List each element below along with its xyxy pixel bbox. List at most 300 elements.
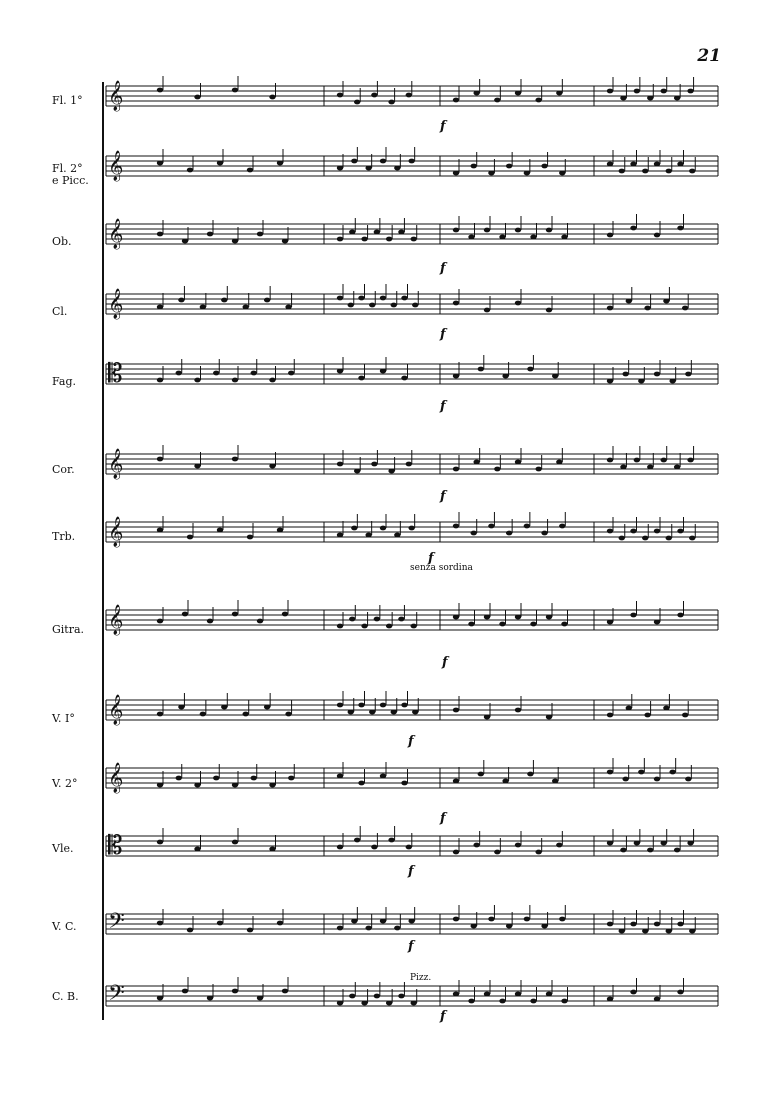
note-head [374,994,380,999]
note-head [411,237,417,242]
label-trb: Trb. [52,530,76,543]
note-head [337,926,343,931]
note-head [380,774,386,779]
note-head [484,228,490,233]
note-head [515,301,521,306]
note-head [406,462,412,467]
note-head [556,91,562,96]
label-vc: V. C. [52,920,77,933]
note-head [411,1001,417,1006]
note-head [288,776,294,781]
note-head [243,305,249,310]
note-head [663,706,669,711]
note-head [337,462,343,467]
note-head [401,296,407,301]
note-head [337,845,343,850]
note-head [365,533,371,538]
note-head [561,235,567,240]
note-head [358,296,364,301]
note-head [685,777,691,782]
note-head [488,171,494,176]
note-head [232,989,238,994]
note-head [642,169,648,174]
note-head [626,706,632,711]
label-cb: C. B. [52,990,79,1003]
note-head [194,783,200,788]
label-fag: Fag. [52,375,76,388]
note-head [607,713,613,718]
note-head [546,308,552,313]
note-head [358,703,364,708]
note-head [524,171,530,176]
note-head [200,305,206,310]
note-head [677,613,683,618]
note-head [630,162,636,167]
note-head [515,708,521,713]
note-head [157,619,163,624]
note-head [380,296,386,301]
note-head [232,840,238,845]
note-head [394,166,400,171]
note-head [182,612,188,617]
note-head [685,372,691,377]
note-head [541,531,547,536]
note-head [371,845,377,850]
note-head [398,617,404,622]
note-head [687,89,693,94]
note-head [607,379,613,384]
note-head [388,100,394,105]
note-head [494,467,500,472]
note-head [687,458,693,463]
note-head [654,620,660,625]
note-head [282,239,288,244]
note-head [674,848,680,853]
note-head [677,922,683,927]
note-head [361,624,367,629]
note-head [546,715,552,720]
note-head [269,847,275,852]
note-head [484,308,490,313]
note-head [453,301,459,306]
note-head [386,237,392,242]
note-head [666,536,672,541]
note-head [515,843,521,848]
note-head [620,465,626,470]
note-head [654,777,660,782]
note-head [401,781,407,786]
note-head [394,533,400,538]
note-head [453,615,459,620]
note-head [391,710,397,715]
note-head [654,922,660,927]
note-head [406,845,412,850]
note-head [499,622,505,627]
note-head [619,169,625,174]
staff [106,214,718,250]
note-head [178,298,184,303]
note-head [515,460,521,465]
note-head [194,378,200,383]
note-head [257,996,263,1001]
dynamic-f-trb: f [428,551,434,566]
note-head [638,770,644,775]
clef-icon: 𝄢 [108,909,125,939]
note-head [157,232,163,237]
staff [106,147,718,182]
note-head [187,535,193,540]
note-head [453,779,459,784]
note-head [494,98,500,103]
note-head [607,922,613,927]
note-head [607,89,613,94]
note-head [620,96,626,101]
note-head [530,999,536,1004]
note-head [654,372,660,377]
note-head [607,458,613,463]
note-head [351,159,357,164]
note-head [207,619,213,624]
note-head [453,917,459,922]
staff [106,445,718,480]
note-head [494,850,500,855]
note-head [406,93,412,98]
note-head [453,228,459,233]
note-head [412,303,418,308]
note-head [194,847,200,852]
note-head [515,992,521,997]
note-head [552,374,558,379]
note-head [654,233,660,238]
note-head [642,929,648,934]
note-head [157,457,163,462]
note-head [337,703,343,708]
staff [106,826,718,861]
label-fl1: Fl. 1° [52,94,83,107]
note-head [194,95,200,100]
note-head [369,710,375,715]
note-head [371,93,377,98]
note-head [361,237,367,242]
note-head [484,715,490,720]
note-head [194,464,200,469]
note-head [348,710,354,715]
note-head [412,710,418,715]
note-head [277,161,283,166]
note-head [677,990,683,995]
note-head [288,371,294,376]
note-head [337,93,343,98]
note-head [157,712,163,717]
note-head [647,848,653,853]
note-head [453,98,459,103]
note-head [630,990,636,995]
note-head [622,777,628,782]
note-head [408,159,414,164]
dynamic-f-fl1: f [440,119,446,134]
note-head [282,989,288,994]
dynamic-f-cor: f [440,489,446,504]
note-head [506,164,512,169]
note-head [380,369,386,374]
note-head [478,772,484,777]
label-cor: Cor. [52,463,75,476]
note-head [473,91,479,96]
note-head [411,624,417,629]
note-head [247,535,253,540]
clef-icon: 𝄞 [108,219,124,249]
staff [106,76,718,112]
clef-icon: 𝄞 [108,605,124,635]
note-head [217,528,223,533]
note-head [369,303,375,308]
note-head [502,374,508,379]
clef-icon: 𝄞 [108,763,124,793]
dynamic-f-vc: f [408,939,414,954]
note-head [358,781,364,786]
note-head [682,713,688,718]
note-head [559,524,565,529]
clef-icon: 𝄞 [108,151,124,181]
note-head [535,467,541,472]
note-head [689,929,695,934]
note-head [453,992,459,997]
note-head [354,838,360,843]
note-head [524,917,530,922]
note-head [647,96,653,101]
note-head [269,95,275,100]
note-head [269,378,275,383]
note-head [619,536,625,541]
note-head [471,924,477,929]
note-head [232,378,238,383]
note-head [285,712,291,717]
note-head [251,776,257,781]
note-head [607,770,613,775]
note-head [200,712,206,717]
note-head [556,843,562,848]
note-head [527,772,533,777]
note-head [661,89,667,94]
annotation-pizz: Pizz. [410,973,432,983]
note-head [157,996,163,1001]
note-head [473,460,479,465]
note-head [622,372,628,377]
note-head [243,712,249,717]
note-head [630,922,636,927]
note-head [630,529,636,534]
note-head [380,919,386,924]
note-head [634,458,640,463]
note-head [644,306,650,311]
note-head [408,919,414,924]
note-head [654,529,660,534]
note-head [561,622,567,627]
dynamic-f-gitra: f [442,655,448,670]
note-head [394,926,400,931]
note-head [380,526,386,531]
note-head [349,230,355,235]
note-head [471,164,477,169]
note-head [669,379,675,384]
note-head [689,536,695,541]
note-head [257,232,263,237]
note-head [677,226,683,231]
note-head [499,235,505,240]
note-head [269,783,275,788]
clef-icon: 𝄞 [108,695,124,725]
note-head [642,536,648,541]
note-head [630,226,636,231]
note-head [638,379,644,384]
staff [106,355,718,389]
note-head [337,1001,343,1006]
note-head [232,239,238,244]
note-head [187,928,193,933]
note-head [620,848,626,853]
note-head [689,169,695,174]
note-head [157,921,163,926]
note-head [654,997,660,1002]
staff [106,600,718,636]
note-head [468,999,474,1004]
note-head [351,919,357,924]
note-head [607,162,613,167]
note-head [401,703,407,708]
note-head [178,705,184,710]
label-v2: V. 2° [52,777,78,790]
note-head [506,531,512,536]
note-head [663,299,669,304]
note-head [478,367,484,372]
staff [106,758,718,794]
note-head [401,376,407,381]
note-head [157,305,163,310]
note-head [232,783,238,788]
note-head [337,166,343,171]
dynamic-f-v1: f [408,734,414,749]
note-head [559,171,565,176]
note-head [176,776,182,781]
note-head [607,620,613,625]
note-head [213,371,219,376]
note-head [232,612,238,617]
note-head [677,529,683,534]
note-head [371,462,377,467]
note-head [365,926,371,931]
note-head [361,1001,367,1006]
note-head [213,776,219,781]
note-head [546,228,552,233]
note-head [408,526,414,531]
note-head [634,89,640,94]
note-head [515,228,521,233]
note-head [221,705,227,710]
clef-icon: 𝄢 [108,981,125,1011]
note-head [546,992,552,997]
label-gitra: Gitra. [52,623,85,636]
note-head [666,169,672,174]
note-head [337,237,343,242]
label-fl2-picc: e Picc. [52,174,89,187]
note-head [484,992,490,997]
note-head [619,929,625,934]
label-fl2: Fl. 2° [52,162,83,175]
note-head [157,161,163,166]
note-head [157,88,163,93]
note-head [453,467,459,472]
note-head [207,232,213,237]
staff [106,905,718,939]
note-head [232,88,238,93]
note-head [468,235,474,240]
note-head [337,624,343,629]
note-head [277,528,283,533]
note-head [644,713,650,718]
note-head [354,469,360,474]
note-head [157,783,163,788]
note-head [488,524,494,529]
note-head [527,367,533,372]
note-head [337,774,343,779]
note-head [552,779,558,784]
dynamic-f-vle: f [408,864,414,879]
note-head [453,171,459,176]
note-head [502,779,508,784]
note-head [687,841,693,846]
note-head [374,617,380,622]
note-head [674,96,680,101]
note-head [398,994,404,999]
note-head [337,533,343,538]
note-head [535,98,541,103]
note-head [157,840,163,845]
dynamic-f-cb: f [440,1009,446,1024]
note-head [661,458,667,463]
note-head [453,524,459,529]
clef-icon: 𝄞 [108,289,124,319]
staff [106,691,718,726]
note-head [398,230,404,235]
note-head [217,161,223,166]
label-ob: Ob. [52,235,72,248]
note-head [157,528,163,533]
note-head [607,997,613,1002]
clef-icon: 𝄞 [108,517,124,547]
note-head [626,299,632,304]
note-head [506,924,512,929]
note-head [374,230,380,235]
note-head [535,850,541,855]
label-vle: Vle. [52,842,74,855]
note-head [365,166,371,171]
note-head [264,298,270,303]
note-head [247,168,253,173]
note-head [277,921,283,926]
dynamic-f-cl: f [440,327,446,342]
note-head [348,303,354,308]
note-head [654,162,660,167]
note-head [337,369,343,374]
note-head [666,929,672,934]
note-head [674,465,680,470]
staff [106,512,718,548]
staff [106,284,718,320]
note-head [386,624,392,629]
note-head [530,235,536,240]
note-head [453,708,459,713]
note-head [530,622,536,627]
